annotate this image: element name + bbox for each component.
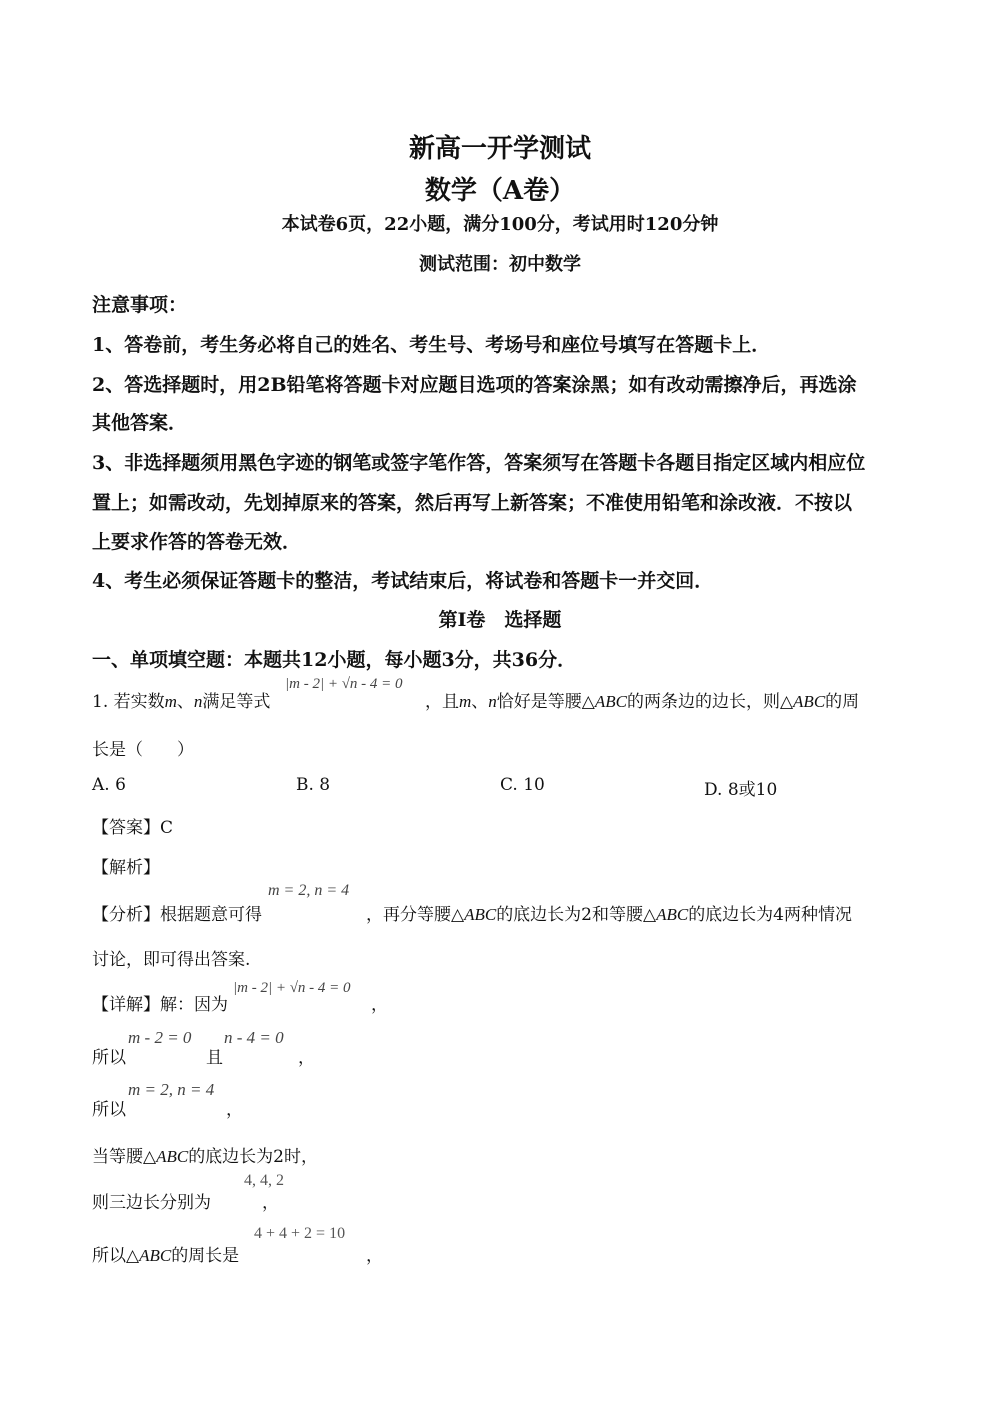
fenxi-equation: m = 2, n = 4 <box>268 882 350 899</box>
section-heading: 一、单项填空题：本题共12小题，每小题3分，共36分． <box>92 649 577 671</box>
part-heading: 第Ⅰ卷 选择题 <box>438 609 562 631</box>
note-3-line-3: 上要求作答的答卷无效． <box>92 531 302 553</box>
qie: 且 <box>206 1048 223 1068</box>
suoyi-1: 所以 <box>92 1048 126 1068</box>
comma-3: ， <box>226 1100 243 1120</box>
exam-scope: 测试范围：初中数学 <box>419 254 581 275</box>
option-d: D. 8或10 <box>704 780 778 800</box>
eq-m-minus-2: m - 2 = 0 <box>128 1028 192 1047</box>
note-1: 1、答卷前，考生务必将自己的姓名、考生号、考场号和座位号填写在答题卡上． <box>92 334 771 356</box>
detail-comma: ， <box>371 995 388 1015</box>
detail-equation: |m - 2| + √n - 4 = 0 <box>233 980 351 996</box>
exam-info: 本试卷6页，22小题，满分100分，考试用时120分钟 <box>281 214 719 235</box>
comma-4: ， <box>262 1193 279 1213</box>
sides-line: 则三边长分别为 <box>92 1193 211 1213</box>
page-subtitle: 数学（A卷） <box>424 176 576 206</box>
fenxi-line-1-cont: ，再分等腰△ABC的底边长为2和等腰△ABC的底边长为4两种情况 <box>366 905 853 925</box>
answer-label: 【答案】C <box>92 818 174 838</box>
perimeter-equation: 4 + 4 + 2 = 10 <box>254 1225 346 1242</box>
note-2-line-1: 2、答选择题时，用2B铅笔将答题卡对应题目选项的答案涂黑；如有改动需擦净后，再选涂 <box>92 374 857 396</box>
case-line: 当等腰△ABC的底边长为2时， <box>92 1147 319 1167</box>
note-3-line-1: 3、非选择题须用黑色字迹的钢笔或签字笔作答，答案须写在答题卡各题目指定区域内相应位 <box>92 452 866 474</box>
detail-line: 【详解】解：因为 <box>92 995 228 1015</box>
note-2-line-2: 其他答案． <box>92 412 188 434</box>
fenxi-line-2: 讨论，即可得出答案. <box>92 950 251 970</box>
option-a: A. 6 <box>92 775 126 795</box>
analysis-label: 【解析】 <box>92 858 160 878</box>
fenxi-line-1: 【分析】根据题意可得 <box>92 905 262 925</box>
eq-result: m = 2, n = 4 <box>128 1080 215 1099</box>
question-1-stem-end: 长是（ ） <box>92 740 194 760</box>
question-1-equation: |m - 2| + √n - 4 = 0 <box>285 676 403 692</box>
option-c: C. 10 <box>500 775 545 795</box>
question-1-stem: 1. 若实数m、n满足等式 <box>92 692 271 712</box>
perimeter-line: 所以△ABC的周长是 <box>92 1246 240 1266</box>
note-4: 4、考生必须保证答题卡的整洁，考试结束后，将试卷和答题卡一并交回． <box>92 570 714 592</box>
comma-5: ， <box>366 1246 383 1266</box>
page-title: 新高一开学测试 <box>408 134 591 164</box>
suoyi-2: 所以 <box>92 1100 126 1120</box>
eq-n-minus-4: n - 4 = 0 <box>224 1028 284 1047</box>
comma-2: ， <box>298 1048 315 1068</box>
option-b: B. 8 <box>296 775 331 795</box>
sides-equation: 4, 4, 2 <box>244 1172 284 1189</box>
notes-heading: 注意事项： <box>92 294 188 316</box>
question-1-stem-cont: ，且m、n恰好是等腰△ABC的两条边的边长，则△ABC的周 <box>425 692 860 712</box>
note-3-line-2: 置上；如需改动，先划掉原来的答案，然后再写上新答案；不准使用铅笔和涂改液．不按以 <box>92 492 853 514</box>
